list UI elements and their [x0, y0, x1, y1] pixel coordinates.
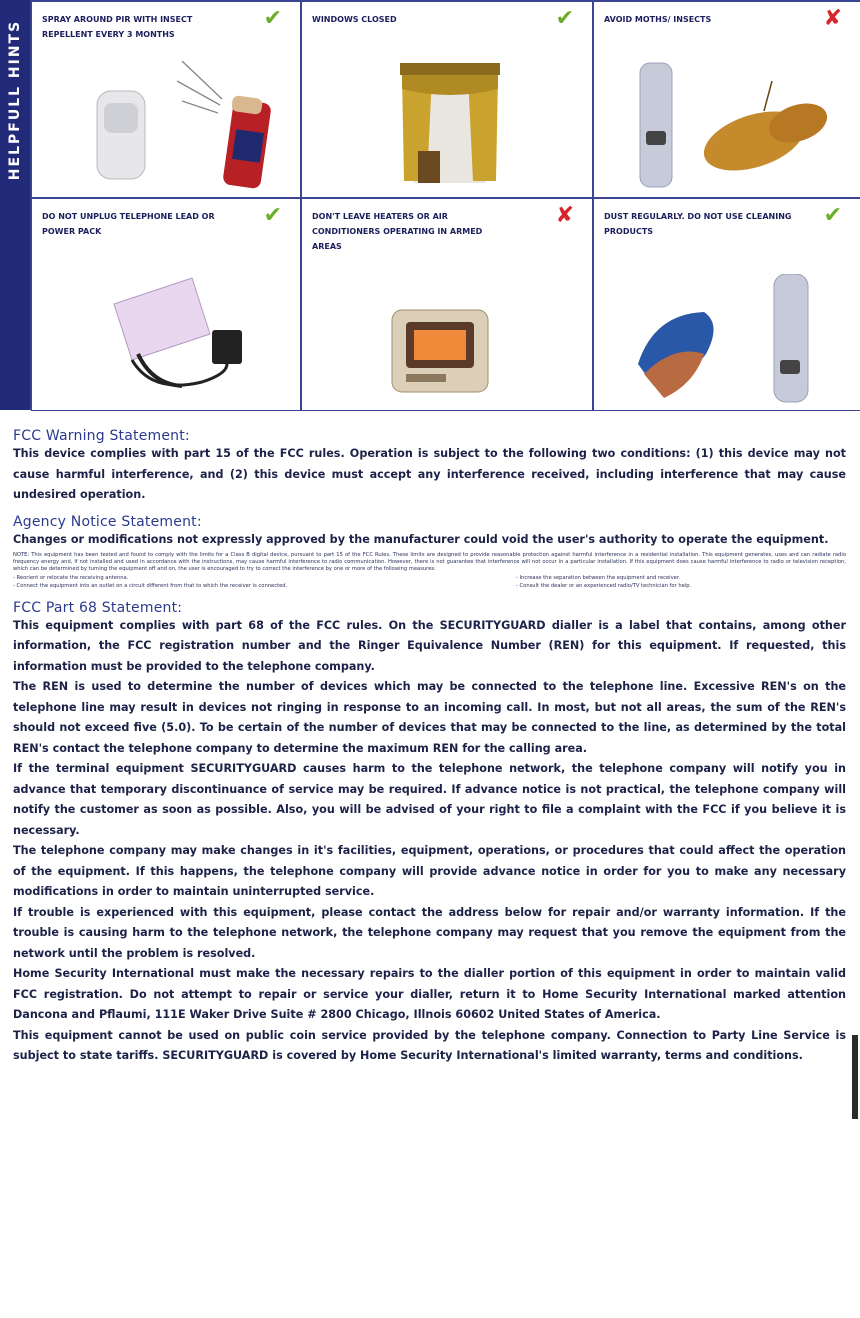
hint-cell-moth — [593, 1, 860, 198]
side-title: HELPFULL HINTS — [7, 19, 23, 181]
hint-caption: SPRAY AROUND PIR WITH INSECT REPELLENT EVERY 3 MONTHS — [42, 15, 193, 39]
heater-illustration — [302, 274, 593, 404]
part68-paragraph: If the terminal equipment SECURITYGUARD causes harm to the telephone network, the telephone company will notify you in advance that temporary discontinuance of service may be required. If advance notice is not practical, the telephone company will notify the customer as soon as possible. Also, you will be advised of your right to file a complaint with the FCC if you believe it is necessary. — [13, 762, 846, 837]
hint-caption: DO NOT UNPLUG TELEPHONE LEAD OR POWER PACK — [42, 212, 215, 236]
check-icon: ✔ — [555, 6, 574, 31]
fcc-warning-body: This device complies with part 15 of the FCC rules. Operation is subject to the following two conditions: (1) this device may not cause harmful interference, and (2) this device must accept any interference received, including interference that may cause undesired operation. — [13, 447, 846, 501]
part68-title: FCC Part 68 Statement: — [13, 599, 183, 616]
cross-icon: ✘ — [555, 203, 574, 228]
hint-cell-dusting — [593, 198, 860, 411]
measure-item: - Consult the dealer or an experienced radio/TV technician for help. — [516, 582, 692, 589]
part68-paragraph: If trouble is experienced with this equipment, please contact the address below for repair and/or warranty information. If the trouble is causing harm to the telephone network, the telephone company may request that you remove the equipment from the network until the problem is resolved. — [13, 905, 846, 960]
scrollbar[interactable] — [852, 1035, 858, 1119]
part68-paragraph: This equipment cannot be used on public coin service provided by the telephone company. Connection to Party Line Service is subject to state tariffs. SECURITYGUARD is covered by Home Security International's limited warranty, terms and conditions. — [13, 1028, 846, 1063]
agency-note: NOTE: This equipment has been tested and found to comply with the limits for a Class B digital device, pursuant to part 15 of the FCC Rules. These limits are designed to provide reasonable protection against harmful interference in a residential installation. This equipment generates, uses and can radiate radio frequency energy and, if not installed and used in accordance with the instructions, may cause harmful interference to radio communication. However, there is not guarantee that interference will not occur in a particular installation. If this equipment does cause harmful interference to radio or television reception, which can be determined by turning the equipment off and on, the user is encouraged to try to correct the interference by one or more of the following measures: — [13, 552, 846, 573]
hints-grid — [30, 0, 860, 410]
check-icon: ✔ — [823, 203, 842, 228]
agency-title: Agency Notice Statement: — [13, 513, 202, 530]
hint-caption: AVOID MOTHS/ INSECTS — [604, 15, 712, 24]
hint-cell-telephone — [31, 198, 301, 411]
part68-paragraph: The REN is used to determine the number of devices which may be connected to the telephone line. Excessive REN's on the telephone line may result in devices not ringing in response to an incoming call. In most, but not all areas, the sum of the REN's should not exceed five (5.0). To be certain of the number of devices that may be connected to the line, as determined by the total REN's contact the telephone company to determine the maximum REN for the calling area. — [13, 680, 846, 755]
check-icon: ✔ — [263, 203, 282, 228]
helpful-hints-panel — [0, 0, 860, 410]
check-icon: ✔ — [263, 6, 282, 31]
window-illustration — [302, 61, 593, 191]
statements — [13, 428, 846, 1067]
part68-paragraph: The telephone company may make changes in it's facilities, equipment, operations, or procedures that could affect the operation of the equipment. If this happens, the telephone company will provide advance notice in order for you to make any necessary modifications in order to maintain uninterrupted service. — [13, 844, 846, 899]
part68-paragraph: Home Security International must make the necessary repairs to the dialler portion of this equipment in order to maintain valid FCC registration. Do not attempt to repair or service your dialler, return it to Home Security International marked attention Dancona and Pflaumi, 111E Waker Drive Suite # 2800 Chicago, Illnois 60602 United States of America. — [13, 967, 846, 1022]
dusting-illustration — [594, 274, 860, 404]
agency-body: Changes or modifications not expressly approved by the manufacturer could void the user's authority to operate the equipment. — [13, 532, 829, 546]
measure-item: - Increase the separation between the equipment and receiver. — [516, 574, 681, 581]
moth-illustration — [594, 61, 860, 191]
fcc-warning-title: FCC Warning Statement: — [13, 428, 190, 444]
measure-item: - Connect the equipment into an outlet on a circuit different from that to which the receiver is connected. — [13, 582, 288, 589]
measure-item: - Reorient or relocate the receiving antenna. — [13, 574, 129, 581]
cross-icon: ✘ — [823, 6, 842, 31]
dialler-illustration — [32, 274, 301, 404]
side-tab — [0, 0, 30, 410]
hint-caption: DUST REGULARLY. DO NOT USE CLEANING PRODUCTS — [604, 212, 792, 236]
hint-caption: DON'T LEAVE HEATERS OR AIR CONDITIONERS OPERATING IN ARMED AREAS — [312, 212, 483, 251]
pir-spray-illustration — [32, 61, 301, 191]
hint-cell-window — [301, 1, 593, 198]
hint-cell-heater — [301, 198, 593, 411]
hint-caption: WINDOWS CLOSED — [312, 15, 397, 24]
hint-cell-spray — [31, 1, 301, 198]
measures — [13, 574, 846, 590]
part68-paragraph: This equipment complies with part 68 of the FCC rules. On the SECURITYGUARD dialler is a label that contains, among other information, the FCC registration number and the Ringer Equivalence Number (REN) for this equipment. If requested, this information must be provided to the telephone company. — [13, 618, 846, 673]
